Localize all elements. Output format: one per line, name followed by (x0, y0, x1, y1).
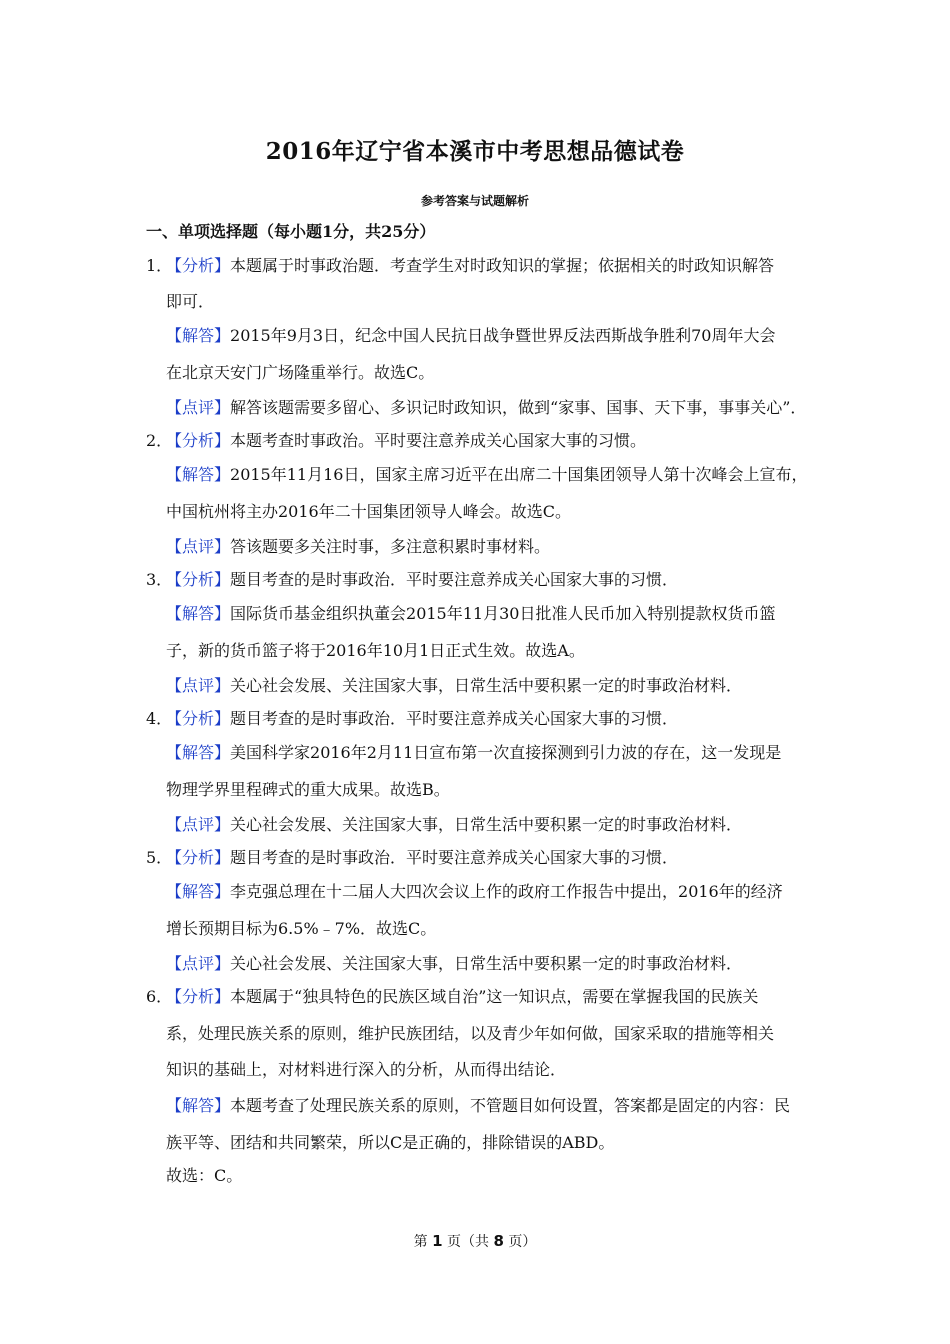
question-number: 3． (146, 570, 173, 589)
page-total: 8 (493, 1232, 504, 1250)
analysis-text: 本题属于“独具特色的民族区域自治”这一知识点，需要在掌握我国的民族关 (230, 987, 759, 1006)
answer-text: 美国科学家2016年2月11日宣布第一次直接探测到引力波的存在，这一发现是 (230, 743, 782, 762)
answer-tag: 【解答】 (166, 326, 231, 345)
page-number: 1 (432, 1232, 443, 1250)
section-heading: 一、单项选择题（每小题1分，共25分） (146, 222, 436, 241)
analysis-line (166, 431, 646, 451)
analysis-text: 题目考查的是时事政治．平时要注意养成关心国家大事的习惯． (230, 848, 679, 867)
analysis-line (166, 256, 774, 276)
footer-prefix: 第 (413, 1234, 433, 1250)
analysis-text: 系，处理民族关系的原则，维护民族团结，以及青少年如何做，国家采取的措施等相关 (166, 1024, 775, 1043)
answer-line (166, 882, 783, 902)
analysis-text: 题目考查的是时事政治．平时要注意养成关心国家大事的习惯． (230, 709, 679, 728)
analysis-text: 本题属于时事政治题．考查学生对时政知识的掌握；依据相关的时政知识解答 (230, 256, 775, 275)
comment-tag: 【点评】 (166, 537, 231, 556)
comment-tag: 【点评】 (166, 676, 231, 695)
answer-line (166, 1096, 790, 1116)
analysis-text: 即可． (166, 292, 215, 311)
question-number: 2． (146, 431, 173, 450)
analysis-tag: 【分析】 (166, 431, 231, 450)
answer-line (166, 465, 807, 485)
analysis-line (166, 570, 678, 590)
analysis-line (166, 987, 758, 1007)
footer-suffix: 页） (503, 1234, 537, 1250)
comment-tag: 【点评】 (166, 815, 231, 834)
answer-line (166, 604, 775, 624)
analysis-tag: 【分析】 (166, 256, 231, 275)
answer-text: 增长预期目标为6.5%﹣7%．故选C。 (166, 919, 437, 938)
comment-line (166, 398, 806, 418)
analysis-text: 题目考查的是时事政治．平时要注意养成关心国家大事的习惯． (230, 570, 679, 589)
analysis-line (166, 848, 678, 868)
analysis-tag: 【分析】 (166, 570, 231, 589)
comment-tag: 【点评】 (166, 398, 231, 417)
comment-text: 关心社会发展、关注国家大事，日常生活中要积累一定的时事政治材料． (230, 954, 743, 973)
answer-text: 2015年9月3日，纪念中国人民抗日战争暨世界反法西斯战争胜利70周年大会 (230, 326, 776, 345)
comment-line (166, 954, 742, 974)
answer-text: 本题考查了处理民族关系的原则，不管题目如何设置，答案都是固定的内容：民 (230, 1096, 791, 1115)
question-number: 5． (146, 848, 173, 867)
answer-line (166, 743, 781, 763)
comment-line (166, 676, 742, 696)
question-number: 4． (146, 709, 173, 728)
comment-line (166, 815, 742, 835)
answer-tag: 【解答】 (166, 1096, 231, 1115)
comment-text: 关心社会发展、关注国家大事，日常生活中要积累一定的时事政治材料． (230, 815, 743, 834)
page-footer (0, 1231, 950, 1251)
page-subtitle: 参考答案与试题解析 (420, 194, 529, 208)
answer-text: 在北京天安门广场隆重举行。故选C。 (166, 363, 435, 382)
answer-tag: 【解答】 (166, 465, 231, 484)
analysis-text: 本题考查时事政治。平时要注意养成关心国家大事的习惯。 (230, 431, 647, 450)
question-number: 6． (146, 987, 173, 1006)
page-title: 2016年辽宁省本溪市中考思想品德试卷 (265, 138, 685, 165)
question-number: 1． (146, 256, 173, 275)
analysis-text: 知识的基础上，对材料进行深入的分析，从而得出结论． (166, 1060, 567, 1079)
answer-text: 中国杭州将主办2016年二十国集团领导人峰会。故选C。 (166, 502, 571, 521)
answer-tag: 【解答】 (166, 743, 231, 762)
answer-text: 2015年11月16日，国家主席习近平在出席二十国集团领导人第十次峰会上宣布， (230, 465, 808, 484)
comment-tag: 【点评】 (166, 954, 231, 973)
analysis-line (166, 709, 678, 729)
analysis-tag: 【分析】 (166, 848, 231, 867)
answer-text: 物理学界里程碑式的重大成果。故选B。 (166, 780, 450, 799)
comment-text: 答该题要多关注时事，多注意积累时事材料。 (230, 537, 551, 556)
analysis-tag: 【分析】 (166, 709, 231, 728)
answer-text: 国际货币基金组织执董会2015年11月30日批准人民币加入特别提款权货币篮 (230, 604, 776, 623)
answer-text: 子，新的货币篮子将于2016年10月1日正式生效。故选A。 (166, 641, 585, 660)
answer-text: 李克强总理在十二届人大四次会议上作的政府工作报告中提出，2016年的经济 (230, 882, 783, 901)
comment-text: 解答该题需要多留心、多识记时政知识，做到“家事、国事、天下事，事事关心”． (230, 398, 807, 417)
comment-text: 关心社会发展、关注国家大事，日常生活中要积累一定的时事政治材料． (230, 676, 743, 695)
answer-line (166, 326, 775, 346)
answer-text: 故选：C。 (166, 1166, 243, 1185)
analysis-tag: 【分析】 (166, 987, 231, 1006)
answer-text: 族平等、团结和共同繁荣，所以C是正确的，排除错误的ABD。 (166, 1133, 615, 1152)
footer-middle: 页（共 (442, 1234, 494, 1250)
comment-line (166, 537, 550, 557)
answer-tag: 【解答】 (166, 604, 231, 623)
answer-tag: 【解答】 (166, 882, 231, 901)
